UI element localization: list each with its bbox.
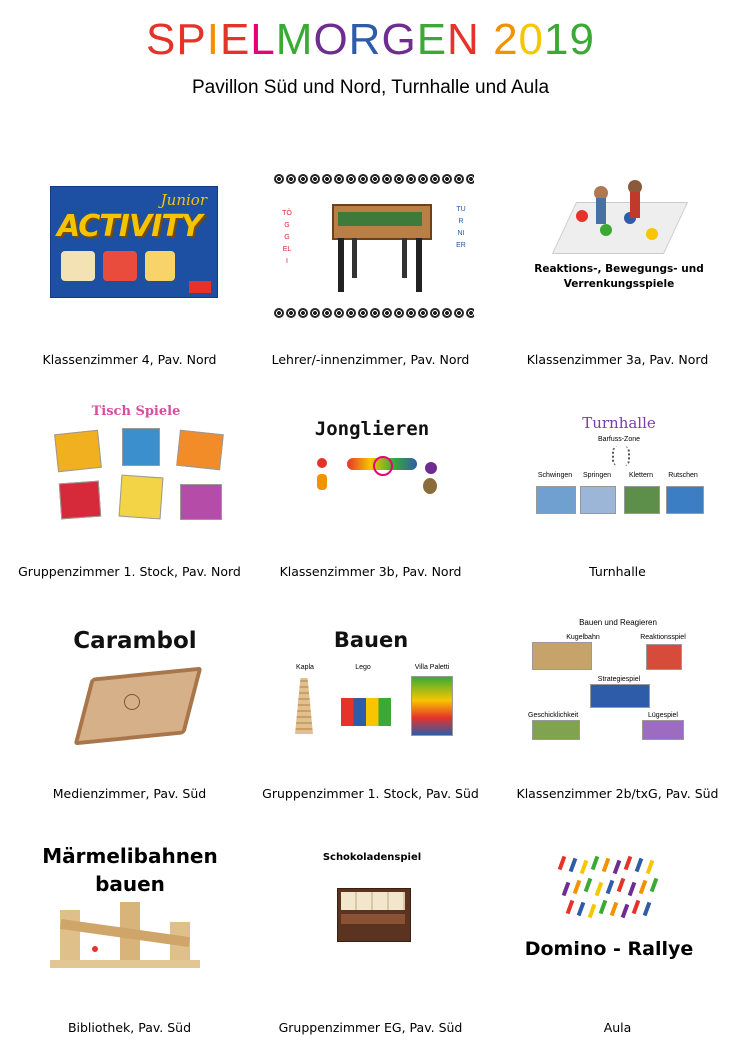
football-icon	[358, 308, 368, 318]
football-icon	[466, 308, 474, 318]
football-icon	[418, 174, 428, 184]
domino-piece	[613, 860, 622, 875]
football-icon	[382, 308, 392, 318]
tile-bauen-reagieren	[494, 620, 741, 810]
activity-junior-label: Junior	[160, 191, 207, 209]
bauen-reagieren-heading: Bauen und Reagieren	[579, 618, 657, 627]
carambol-image	[50, 628, 220, 748]
football-icon	[394, 174, 404, 184]
bauen-heading: Bauen	[333, 628, 409, 652]
title-letter: L	[250, 15, 276, 64]
part-label: Reaktionsspiel	[640, 634, 686, 641]
domino-piece	[591, 856, 600, 871]
football-icon	[274, 308, 284, 318]
football-icon	[346, 174, 356, 184]
domino-piece	[573, 880, 582, 895]
domino-piece	[632, 900, 641, 915]
football-icon	[310, 308, 320, 318]
title-letter: 2	[493, 15, 519, 64]
title-letter: E	[219, 15, 251, 64]
title-letter: I	[206, 15, 220, 64]
bauen-image	[285, 628, 457, 740]
caption-reaktion: Klassenzimmer 3a, Pav. Nord	[526, 352, 709, 367]
domino-piece	[610, 902, 619, 917]
domino-piece	[624, 856, 633, 871]
domino-piece	[628, 882, 637, 897]
maermelibahnen-heading-1: Märmelibahnen	[42, 844, 218, 868]
activity-box-image	[50, 186, 218, 298]
domino-piece	[650, 878, 659, 893]
jonglieren-heading: Jonglieren	[314, 418, 430, 440]
caption-maermelibahnen: Bibliothek, Pav. Süd	[67, 1020, 192, 1035]
bauen-part-label: Kapla	[296, 664, 314, 671]
tile-domino	[494, 840, 741, 1035]
toeggeli-vertical-text: TÖGGELI	[282, 210, 292, 265]
caption-carambol: Medienzimmer, Pav. Süd	[52, 786, 207, 801]
domino-piece	[602, 858, 611, 873]
football-icon	[310, 174, 320, 184]
domino-image	[524, 852, 714, 970]
football-icon	[382, 174, 392, 184]
page-title	[0, 14, 741, 66]
football-icon	[274, 174, 284, 184]
title-letter: 1	[544, 15, 570, 64]
domino-piece	[599, 900, 608, 915]
football-icon	[334, 308, 344, 318]
part-label: Lügespiel	[648, 712, 678, 719]
title-letter: R	[348, 15, 382, 64]
domino-piece	[639, 880, 648, 895]
domino-piece	[643, 902, 652, 917]
domino-piece	[580, 860, 589, 875]
domino-piece	[562, 882, 571, 897]
domino-piece	[595, 882, 604, 897]
part-label: Strategiespiel	[597, 676, 641, 683]
tile-reaktion	[494, 170, 741, 370]
title-letter: 0	[518, 15, 545, 64]
football-icon	[406, 308, 416, 318]
domino-piece	[577, 902, 586, 917]
caption-schokoladenspiel: Gruppenzimmer EG, Pav. Süd	[278, 1020, 463, 1035]
title-letter: P	[176, 15, 207, 64]
football-icon	[370, 308, 380, 318]
football-icon	[322, 308, 332, 318]
tile-maermelibahnen	[6, 840, 253, 1035]
maermelibahnen-heading-2: bauen	[95, 872, 165, 896]
tile-tischspiele	[6, 400, 253, 590]
football-icon	[286, 308, 296, 318]
title-letter: N	[447, 15, 480, 64]
domino-piece	[635, 858, 644, 873]
turnier-vertical-text: TURNIER	[456, 206, 466, 249]
tile-toeggeli	[247, 170, 494, 370]
title-letter: S	[145, 15, 177, 64]
football-icon	[334, 174, 344, 184]
tile-activity	[6, 170, 253, 370]
football-icon	[454, 308, 464, 318]
caption-tischspiele: Gruppenzimmer 1. Stock, Pav. Nord	[18, 564, 241, 579]
domino-piece	[621, 904, 630, 919]
domino-piece	[588, 904, 597, 919]
station-label: Springen	[582, 472, 612, 479]
tile-turnhalle	[494, 400, 741, 590]
page-subtitle: Pavillon Süd und Nord, Turnhalle und Aula	[191, 77, 550, 98]
title-letter: 9	[569, 15, 595, 64]
football-icon	[430, 308, 440, 318]
reaktion-label: Reaktions-, Bewegungs- und Verrenkungsspiele	[534, 263, 704, 290]
domino-piece	[584, 878, 593, 893]
schokoladenspiel-image	[307, 852, 437, 944]
domino-heading: Domino - Rallye	[524, 938, 694, 960]
twister-image	[524, 176, 714, 296]
station-label: Schwingen	[537, 472, 573, 479]
carambol-heading: Carambol	[73, 628, 197, 654]
title-letter: G	[381, 15, 417, 64]
caption-toeggeli: Lehrer/-innenzimmer, Pav. Nord	[271, 352, 470, 367]
football-icon	[406, 174, 416, 184]
tischspiele-image	[46, 404, 226, 522]
domino-piece	[569, 858, 578, 873]
football-icon	[370, 174, 380, 184]
domino-piece	[566, 900, 575, 915]
domino-piece	[606, 880, 615, 895]
caption-activity: Klassenzimmer 4, Pav. Nord	[42, 352, 217, 367]
caption-bauen-reagieren: Klassenzimmer 2b/txG, Pav. Süd	[516, 786, 719, 801]
bauen-part-label: Villa Paletti	[414, 664, 450, 671]
title-letter	[480, 15, 493, 64]
football-icon	[454, 174, 464, 184]
tile-schokoladenspiel	[247, 840, 494, 1035]
title-letter: M	[275, 15, 314, 64]
caption-aula: Aula	[603, 1020, 632, 1035]
station-label: Klettern	[628, 472, 654, 479]
bauen-reagieren-image	[528, 618, 708, 746]
caption-bauen: Gruppenzimmer 1. Stock, Pav. Süd	[262, 786, 479, 801]
football-icon	[430, 174, 440, 184]
title-letter: E	[416, 15, 448, 64]
football-icon	[358, 174, 368, 184]
bauen-part-label: Lego	[355, 664, 371, 671]
football-icon	[286, 174, 296, 184]
turnhalle-heading: Turnhalle	[582, 414, 656, 432]
football-icon	[466, 174, 474, 184]
football-icon	[394, 308, 404, 318]
tischspiele-heading: Tisch Spiele	[91, 404, 181, 419]
domino-piece	[617, 878, 626, 893]
tile-carambol	[6, 620, 253, 810]
domino-piece	[646, 860, 655, 875]
part-label: Geschicklichkeit	[528, 712, 579, 719]
toeggeli-image	[274, 174, 474, 324]
activity-logo: ACTIVITY	[57, 209, 202, 244]
turnhalle-zone-label: Barfuss-Zone	[597, 436, 641, 443]
football-icon	[418, 308, 428, 318]
football-icon	[442, 174, 452, 184]
football-icon	[442, 308, 452, 318]
football-icon	[346, 308, 356, 318]
schokoladenspiel-heading: Schokoladenspiel	[322, 852, 422, 863]
tile-bauen	[247, 620, 494, 810]
caption-turnhalle: Turnhalle	[589, 564, 646, 579]
football-icon	[298, 308, 308, 318]
tile-jonglieren	[247, 400, 494, 590]
part-label: Kugelbahn	[566, 634, 600, 641]
domino-piece	[558, 856, 567, 871]
maermelibahnen-image	[20, 842, 240, 982]
jonglieren-image	[287, 414, 457, 504]
football-icon	[298, 174, 308, 184]
football-icon	[322, 174, 332, 184]
station-label: Rutschen	[668, 472, 698, 479]
turnhalle-image	[534, 414, 704, 518]
caption-jonglieren: Klassenzimmer 3b, Pav. Nord	[279, 564, 462, 579]
title-letter: O	[313, 15, 349, 64]
